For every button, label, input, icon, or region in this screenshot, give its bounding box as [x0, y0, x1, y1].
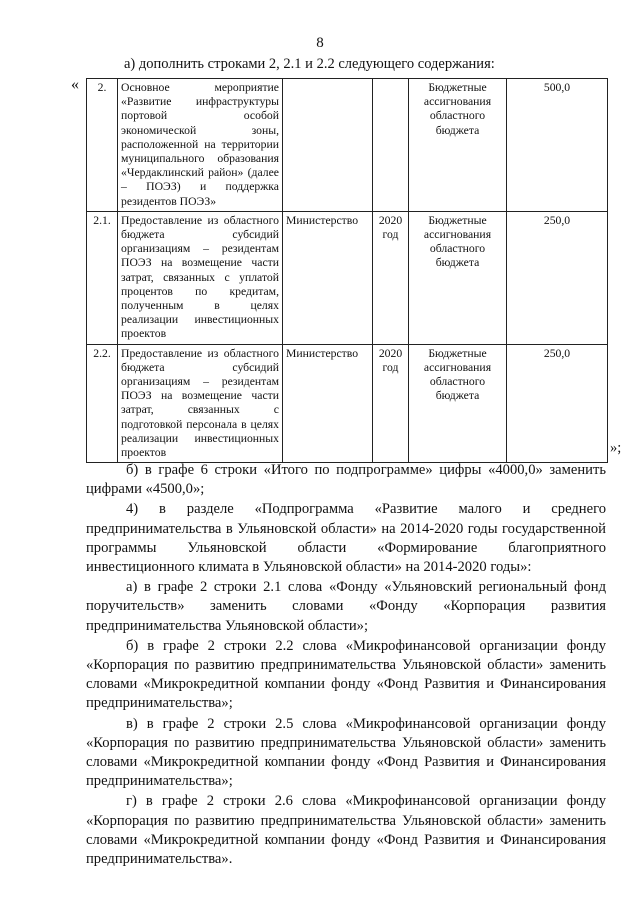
row-year: 2020 год: [373, 344, 409, 463]
close-quote: »;: [610, 440, 622, 456]
row-source: Бюджетные ассигнования областного бюджета: [409, 211, 507, 344]
amendment-body: [86, 461, 606, 870]
row-year: [373, 79, 409, 212]
row-description: Предоставление из областного бюджета субсидий организациям – резидентам ПОЭЗ на возмещение части затрат, связанных с подготовкой персонала в целях реализации инвестиционных проектов: [118, 344, 283, 463]
row-source: Бюджетные ассигнования областного бюджета: [409, 344, 507, 463]
page-number: 8: [316, 35, 324, 51]
paragraph: 4) в разделе «Подпрограмма «Развитие малого и среднего предпринимательства в Ульяновской области» на 2014-2020 годы государственной программы Ульяновской области «Формирование благоприятного инвестиционного климата в Ульяновской области» на 2014-2020 годы»:: [86, 501, 606, 576]
row-executor: Министерство: [283, 211, 373, 344]
paragraph: б) в графе 2 строки 2.2 слова «Микрофинансовой организации фонду «Корпорация по развитию предпринимательства Ульяновской области» заменить словами «Микрокредитной компании фонду «Фонд Развития и Финансирования предпринимательства»;: [86, 637, 606, 712]
paragraph: а) в графе 2 строки 2.1 слова «Фонду «Ульяновский региональный фонд поручительств» заменить словами «Фонду «Корпорация развития предпринимательства Ульяновской области»;: [86, 579, 606, 634]
paragraph: б) в графе 6 строки «Итого по подпрограмме» цифры «4000,0» заменить цифрами «4500,0»;: [86, 462, 606, 498]
paragraph: г) в графе 2 строки 2.6 слова «Микрофинансовой организации фонду «Корпорация по развитию предпринимательства Ульяновской области» заменить словами «Микрокредитной компании фонду «Фонд Развития и Финансирования предпринимательства».: [86, 793, 606, 868]
row-number: 2.: [87, 79, 118, 212]
row-description: Основное мероприятие «Развитие инфраструктуры портовой особой экономической зоны, расположенной на территории муниципального образования «Чердаклинский район» (далее – ПОЭЗ) и поддержка резидентов ПОЭЗ»: [118, 79, 283, 212]
row-number: 2.2.: [87, 344, 118, 463]
intro-line: а) дополнить строками 2, 2.1 и 2.2 следующего содержания:: [124, 56, 495, 72]
row-description: Предоставление из областного бюджета субсидий организациям – резидентам ПОЭЗ на возмещение части затрат, связанных с уплатой процентов по кредитам, полученным в целях реализации инвестиционных проектов: [118, 211, 283, 344]
row-number: 2.1.: [87, 211, 118, 344]
row-year: 2020 год: [373, 211, 409, 344]
amendment-table: [86, 78, 608, 463]
row-amount: 250,0: [507, 211, 608, 344]
row-source: Бюджетные ассигнования областного бюджета: [409, 79, 507, 212]
table-row: [87, 211, 608, 344]
row-amount: 500,0: [507, 79, 608, 212]
row-amount: 250,0: [507, 344, 608, 463]
table-row: [87, 344, 608, 463]
paragraph: в) в графе 2 строки 2.5 слова «Микрофинансовой организации фонду «Корпорация по развитию предпринимательства Ульяновской области» заменить словами «Микрокредитной компании фонду «Фонд Развития и Финансирования предпринимательства»;: [86, 715, 606, 790]
row-executor: Министерство: [283, 344, 373, 463]
table-row: [87, 79, 608, 212]
open-quote: «: [71, 76, 79, 93]
row-executor: [283, 79, 373, 212]
